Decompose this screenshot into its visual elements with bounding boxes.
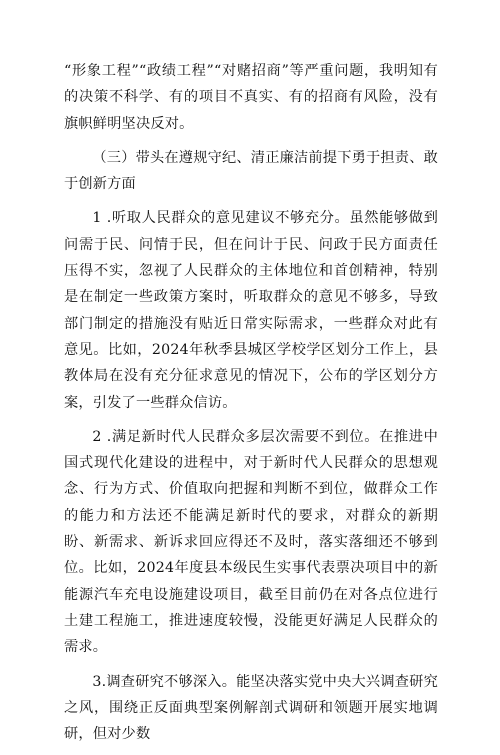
paragraph-item-2: 2 .满足新时代人民群众多层次需要不到位。在推进中国式现代化建设的进程中，对于新时代人民群众的思想观念、行为方式、价值取向把握和判断不到位，做群众工作的能力和方法还不能满足新时代的要求，对群众的新期盼、新需求、新诉求回应得还不及时，落实落细还不够到位。比如，2024年度县本级民生实事代表票决项目中的新能源汽车充电设施建设项目，截至目前仍在对各点位进行土建工程施工，推进速度较慢，没能更好满足人民群众的需求。 xyxy=(64,428,438,656)
paragraph-item-1: 1 .听取人民群众的意见建议不够充分。虽然能够做到问需于民、问情于民，但在问计于民、问政于民方面责任压得不实，忽视了人民群众的主体地位和首创精神，特别是在制定一些政策方案时，听取群众的意见不够多，导致部门制定的措施没有贴近日常实际需求，一些群众对此有意见。比如，2024年秋季县城区学校学区划分工作上，县教体局在没有充分征求意见的情况下，公布的学区划分方案，引发了一些群众信访。 xyxy=(64,210,438,411)
paragraph-continuation: “形象工程”“政绩工程”“对赌招商”等严重问题，我明知有的决策不科学、有的项目不真实、有的招商有风险，没有旗帜鲜明坚决反对。 xyxy=(64,63,438,132)
section-heading: （三）带头在遵规守纪、清正廉洁前提下勇于担责、敢于创新方面 xyxy=(64,149,438,193)
document-body xyxy=(64,58,438,755)
paragraph-item-3: 3.调查研究不够深入。能坚决落实党中央大兴调查研究之风，围绕正反面典型案例解剖式调研和领题开展实地调研，但对少数 xyxy=(64,673,438,743)
